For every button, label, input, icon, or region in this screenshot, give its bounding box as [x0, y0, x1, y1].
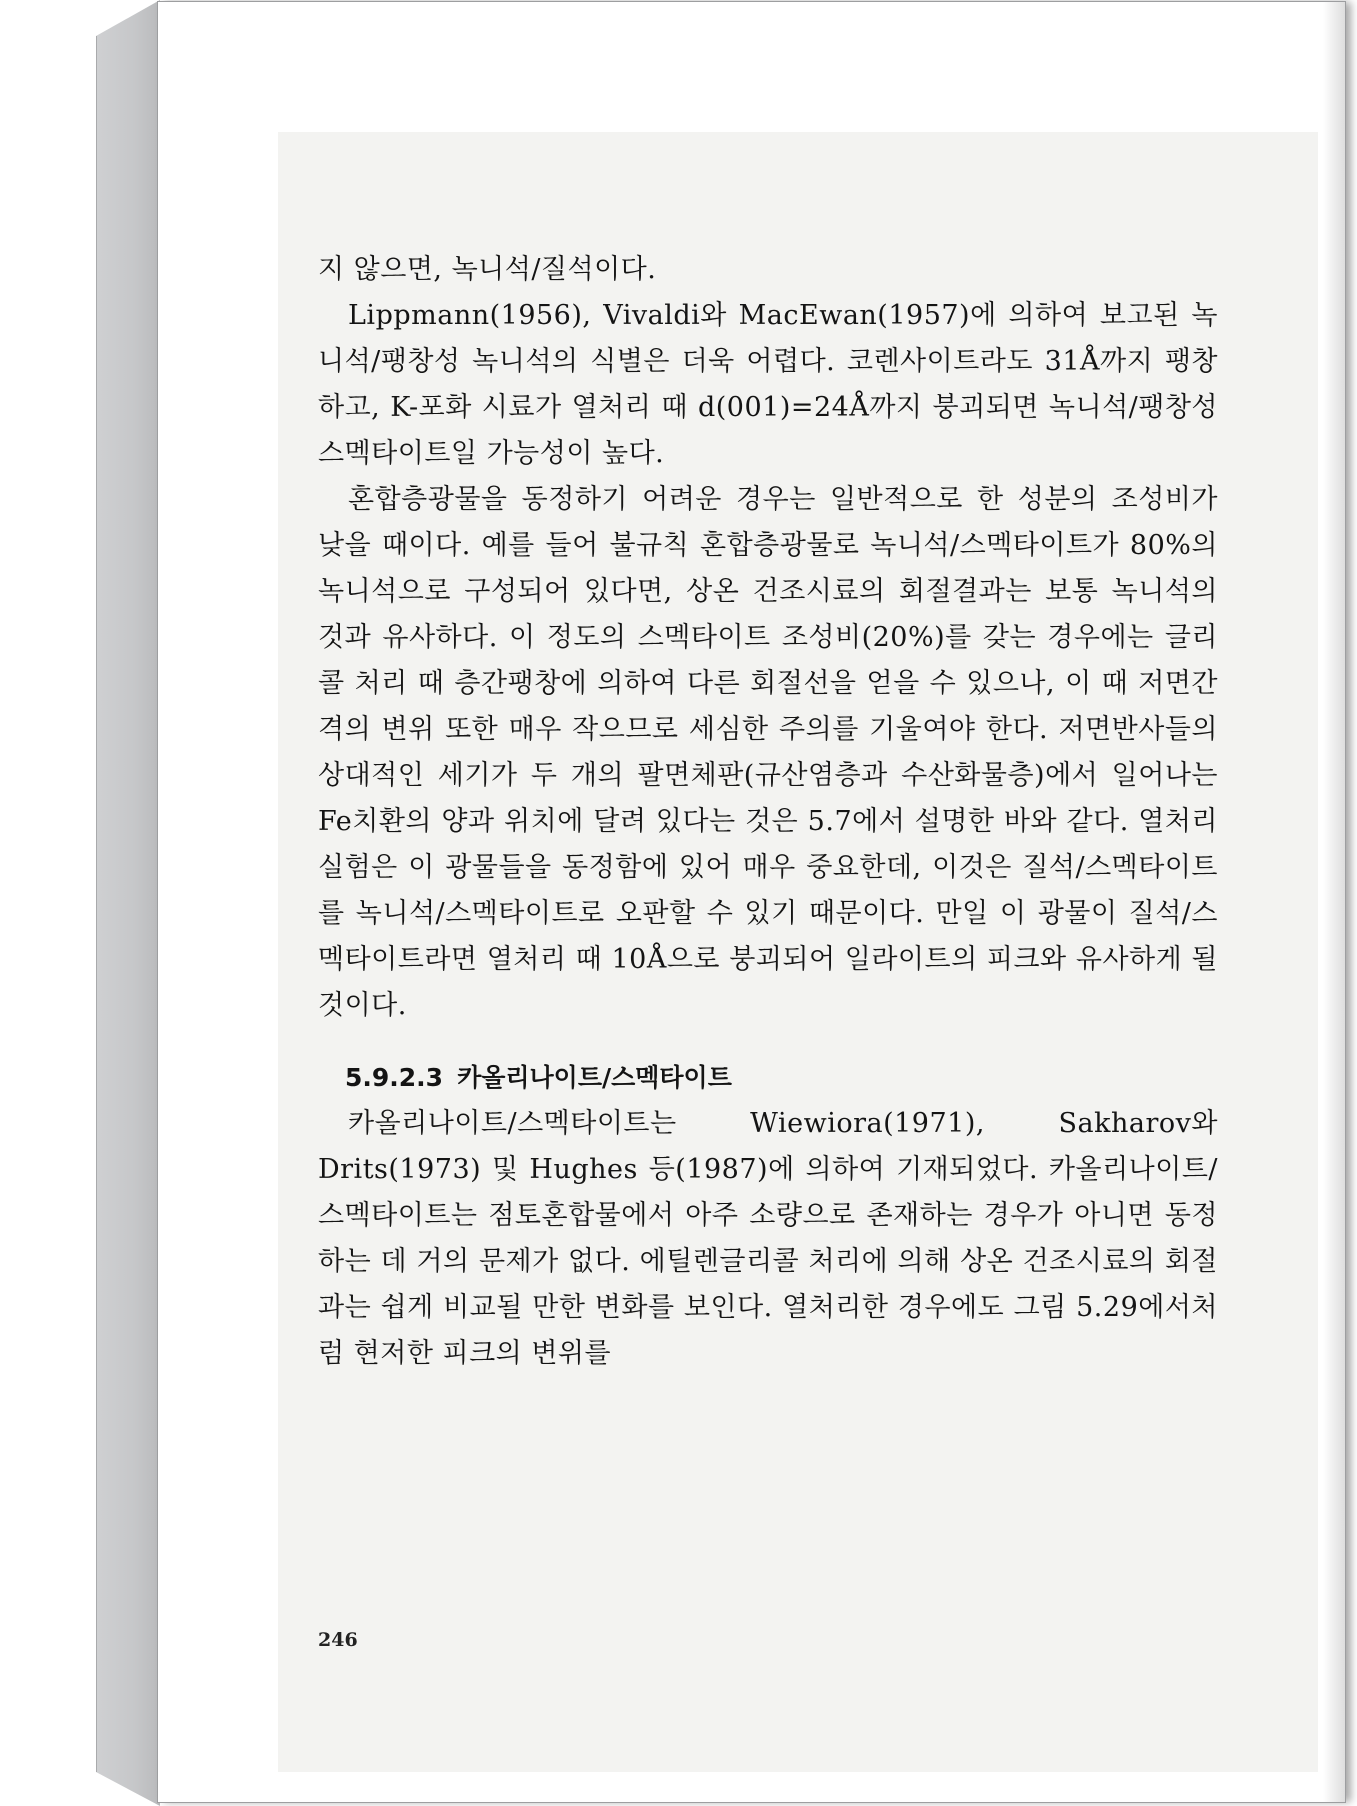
paragraph-kaolinite-smectite: 카올리나이트/스멕타이트는 Wiewiora(1971), Sakharov와 Drits(1973) 및 Hughes 등(1987)에 의하여 기재되었다. 카올리나이트/스멕타이트는 점토혼합물에서 아주 소량으로 존재하는 경우가 아니면 동정하는 데 거의 문제가 없다. 에틸렌글리콜 처리에 의해 상온 건조시료의 회절과는 쉽게 비교될 만한 변화를 보인다. 열처리한 경우에도 그림 5.29에서처럼 현저한 피크의 변위를: [318, 1108, 1218, 1369]
section-heading: [318, 1055, 1218, 1101]
book-page: [158, 2, 1345, 1802]
section-title: 카올리나이트/스멕타이트: [457, 1063, 732, 1092]
book-edge-line: [96, 36, 97, 1772]
paragraph-mixed-layer: 혼합층광물을 동정하기 어려운 경우는 일반적으로 한 성분의 조성비가 낮을 때이다. 예를 들어 불규칙 혼합층광물로 녹니석/스멕타이트가 80%의 녹니석으로 구성되어 있다면, 상온 건조시료의 회절결과는 보통 녹니석의 것과 유사하다. 이 정도의 스멕타이트 조성비(20%)를 갖는 경우에는 글리콜 처리 때 층간팽창에 의하여 다른 회절선을 얻을 수 있으나, 이 때 저면간격의 변위 또한 매우 작으므로 세심한 주의를 기울여야 한다. 저면반사들의 상대적인 세기가 두 개의 팔면체판(규산염층과 수산화물층)에서 일어나는 Fe치환의 양과 위치에 달려 있다는 것은 5.7에서 설명한 바와 같다. 열처리 실험은 이 광물들을 동정함에 있어 매우 중요한데, 이것은 질석/스멕타이트를 녹니석/스멕타이트로 오판할 수 있기 때문이다. 만일 이 광물이 질석/스멕타이트라면 열처리 때 10Å으로 붕괴되어 일라이트의 피크와 유사하게 될 것이다.: [318, 484, 1218, 1021]
page-text: [318, 247, 1218, 1377]
paragraph-continuation: 지 않으면, 녹니석/질석이다.: [318, 254, 657, 285]
page-edge-shadow: [1323, 2, 1345, 1802]
paragraph-lippmann: Lippmann(1956), Vivaldi와 MacEwan(1957)에 의하여 보고된 녹니석/팽창성 녹니석의 식별은 더욱 어렵다. 코렌사이트라도 31Å까지 팽창하고, K-포화 시료가 열처리 때 d(001)=24Å까지 붕괴되면 녹니석/팽창성 스멕타이트일 가능성이 높다.: [318, 300, 1218, 469]
page-number: 246: [318, 1629, 358, 1651]
section-number: 5.9.2.3: [345, 1063, 444, 1092]
book-spine-edge: [96, 0, 160, 1806]
